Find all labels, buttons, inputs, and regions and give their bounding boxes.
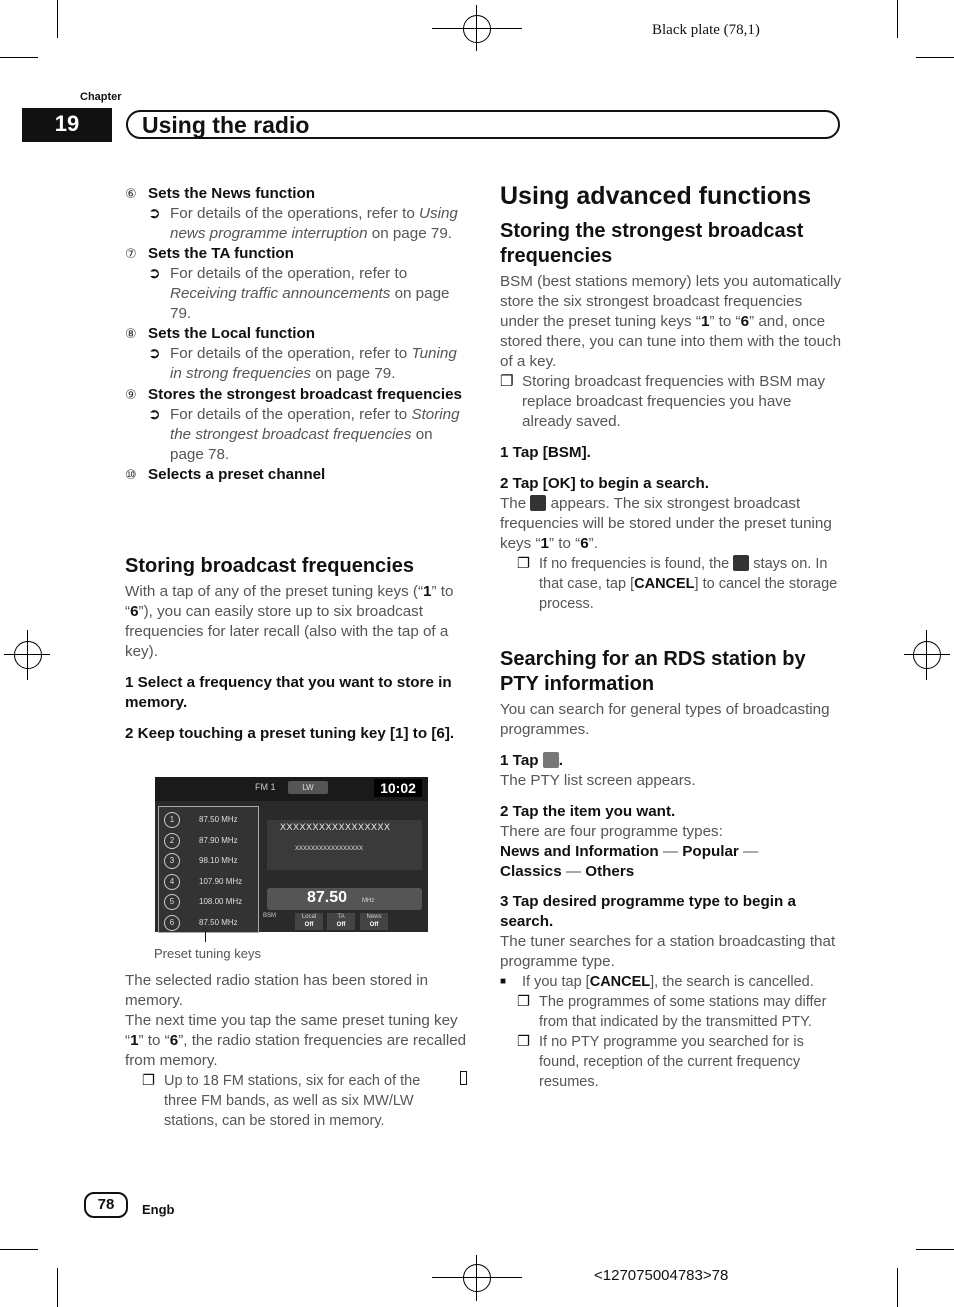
document-code: <127075004783>78 <box>594 1267 729 1284</box>
crop-mark <box>0 1249 38 1250</box>
registration-mark <box>463 15 491 43</box>
searching-icon <box>733 555 749 571</box>
preset-list <box>158 806 259 933</box>
storing-section <box>125 554 467 744</box>
right-column <box>500 181 842 1092</box>
preset-frequency: 108.00 MHz <box>199 897 243 906</box>
list-item: ⑥ Sets the News function <box>125 185 316 202</box>
pty-icon <box>543 752 559 768</box>
list-item: ⑩ Selects a preset channel <box>125 466 326 483</box>
paragraph: BSM (best stations memory) lets you automatically store the six strongest broadcast frequencies under the preset tuning keys “1” to “6” and, once stored there, you can tune into them with the touch of a key. <box>500 273 842 370</box>
paragraph: The PTY list screen appears. <box>500 772 696 789</box>
step: 2 Keep touching a preset tuning key [1] to [6]. <box>125 725 455 742</box>
registration-line <box>926 630 927 680</box>
note: ❐ Storing broadcast frequencies with BSM may replace broadcast frequencies you have already saved. <box>500 373 826 430</box>
paragraph: The next time you tap the same preset tuning key “1” to “6”, the radio station frequencies are recalled from memory. <box>125 1012 467 1069</box>
paragraph: The selected radio station has been stored in memory. <box>125 972 429 1009</box>
preset-key[interactable] <box>162 852 255 870</box>
left-column <box>125 184 467 485</box>
step: 1 Tap [BSM]. <box>500 444 591 461</box>
crop-mark <box>57 0 58 38</box>
preset-key[interactable] <box>162 914 255 932</box>
step: 2 Tap the item you want. <box>500 803 676 820</box>
paragraph: The tuner searches for a station broadcasting that programme type. <box>500 933 836 970</box>
step: 1 Select a frequency that you want to store in memory. <box>125 674 452 711</box>
page-number: 78 <box>84 1192 128 1218</box>
step: 1 Tap . <box>500 752 563 769</box>
crop-mark <box>897 1268 898 1307</box>
chapter-number: 19 <box>22 108 112 142</box>
bullet: ■ If you tap [CANCEL], the search is cancelled. <box>500 974 814 990</box>
registration-line <box>476 1255 477 1301</box>
registration-mark <box>913 641 941 669</box>
registration-line <box>432 1277 522 1278</box>
preset-key[interactable] <box>162 832 255 850</box>
crop-mark <box>916 57 954 58</box>
chapter-label: Chapter <box>80 91 122 103</box>
crop-mark <box>897 0 898 38</box>
preset-key[interactable] <box>162 873 255 891</box>
step: 3 Tap desired programme type to begin a search. <box>500 893 796 930</box>
list-item-ref: ➲ For details of the operation, refer to Tuning in strong frequencies on page 79. <box>148 345 457 382</box>
list-item-ref: ➲ For details of the operations, refer to Using news programme interruption on page 79. <box>148 205 458 242</box>
registration-line <box>432 28 522 29</box>
registration-line <box>476 5 477 51</box>
figure-caption: Preset tuning keys <box>154 946 261 961</box>
list-item: ⑧ Sets the Local function <box>125 325 316 342</box>
list-item: ⑨ Stores the strongest broadcast frequencies <box>125 386 462 403</box>
preset-frequency: 98.10 MHz <box>199 856 238 865</box>
section-heading: Storing the strongest broadcast frequencies <box>500 220 804 267</box>
preset-frequency: 87.50 MHz <box>199 815 238 824</box>
step: 2 Tap [OK] to begin a search. <box>500 475 710 492</box>
note: ❐ If no PTY programme you searched for is found, reception of the current frequency resumes. <box>517 1034 804 1090</box>
callout-line <box>205 932 206 942</box>
preset-number: 3 <box>164 853 180 869</box>
paragraph: There are four programme types: <box>500 823 723 840</box>
radio-screen-image: FM 1 LW 10:02 1 87.50 MHz 2 87.90 MHz 3 98.10 MHz 4 107.90 MHz 5 108.00 MHz 6 87.50 MHz XXXXXXXXXXXXXXXXX xxxxxxxxxxxxxxxxx 87.50 MHz BSM Local Off TA Off News Off <box>155 777 428 932</box>
preset-number: 1 <box>164 812 180 828</box>
crop-mark <box>57 1268 58 1307</box>
preset-frequency: 87.50 MHz <box>199 917 238 927</box>
registration-mark <box>14 641 42 669</box>
crop-mark <box>916 1249 954 1250</box>
preset-number: 6 <box>164 915 180 931</box>
language-label: Engb <box>142 1202 175 1217</box>
preset-frequency: 107.90 MHz <box>199 876 243 886</box>
section-heading: Searching for an RDS station by PTY information <box>500 648 806 695</box>
note: ❐ The programmes of some stations may differ from that indicated by the transmitted PTY. <box>517 994 827 1030</box>
registration-mark <box>463 1264 491 1292</box>
preset-key[interactable] <box>162 893 255 911</box>
storing-after <box>125 971 467 1131</box>
list-item-ref: ➲ For details of the operation, refer to Storing the strongest broadcast frequencies on page 78. <box>148 406 460 463</box>
preset-frequency: 87.90 MHz <box>199 835 238 845</box>
section-title: Using advanced functions <box>500 182 812 210</box>
registration-line <box>904 654 950 655</box>
preset-key[interactable] <box>162 811 255 829</box>
list-item: ⑦ Sets the TA function <box>125 245 294 262</box>
paragraph: The appears. The six strongest broadcast frequencies will be stored under the preset tuning keys “1” to “6”. <box>500 495 832 552</box>
chapter-title: Using the radio <box>126 110 840 139</box>
paragraph: You can search for general types of broadcasting programmes. <box>500 701 830 738</box>
list-item-ref: ➲ For details of the operation, refer to Receiving traffic announcements on page 79. <box>148 265 450 322</box>
paragraph: With a tap of any of the preset tuning keys (“1” to “6”), you can easily store up to six broadcast frequencies for later recall (also with the tap of a key). <box>125 583 454 660</box>
note: ❐ Up to 18 FM stations, six for each of the three FM bands, as well as six MW/LW stations, can be stored in memory. <box>125 1071 467 1131</box>
searching-icon <box>530 495 546 511</box>
plate-label: Black plate (78,1) <box>652 22 760 38</box>
crop-mark <box>0 57 38 58</box>
preset-number: 2 <box>164 833 180 849</box>
programme-types: News and Information — Popular — Classics — Others <box>500 843 759 880</box>
section-heading: Storing broadcast frequencies <box>125 555 414 577</box>
preset-number: 5 <box>164 894 180 910</box>
note: ❐ If no frequencies is found, the stays on. In that case, tap [CANCEL] to cancel the storage process. <box>517 556 838 612</box>
registration-line <box>27 630 28 680</box>
preset-number: 4 <box>164 874 180 890</box>
